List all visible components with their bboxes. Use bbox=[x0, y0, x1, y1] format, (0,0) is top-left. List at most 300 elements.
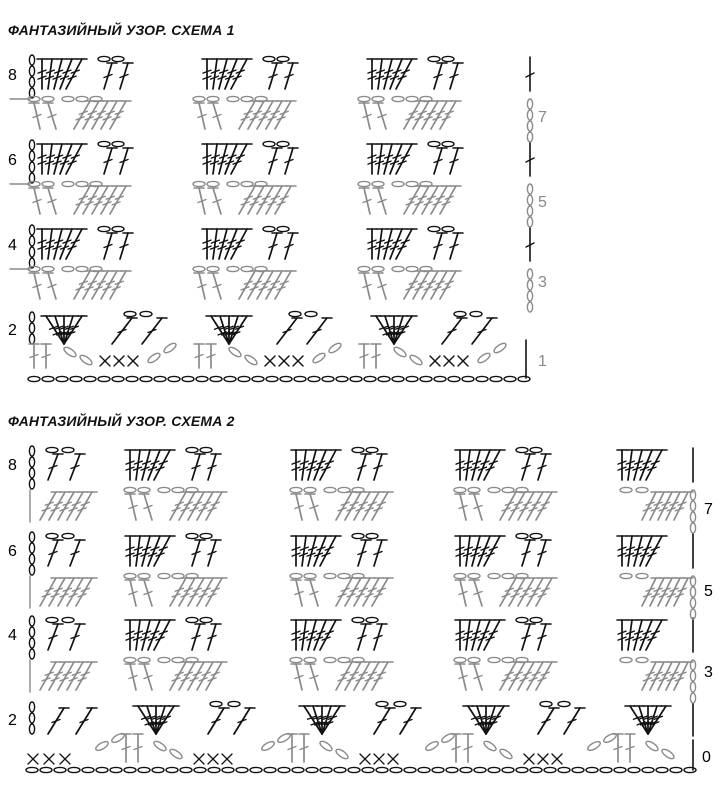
stitch-stroke bbox=[345, 492, 361, 520]
stitch-stroke bbox=[500, 492, 516, 520]
scheme-2-title: ФАНТАЗИЙНЫЙ УЗОР. СХЕМА 2 bbox=[8, 413, 235, 429]
chain-stitch-icon bbox=[620, 487, 632, 492]
chain-stitch-icon bbox=[661, 748, 676, 761]
row-label-2: 2 bbox=[8, 712, 17, 729]
stitch-stroke bbox=[302, 450, 306, 480]
chain-stitch-icon bbox=[124, 573, 136, 578]
stitch-stroke bbox=[372, 578, 388, 606]
chain-stitch-icon bbox=[138, 767, 150, 772]
chain-stitch-icon bbox=[468, 487, 480, 492]
chain-stitch-icon bbox=[586, 740, 601, 752]
stitch-stroke bbox=[314, 450, 326, 480]
chain-stitch-icon bbox=[516, 767, 528, 772]
chain-stitch-icon bbox=[29, 713, 34, 723]
row-label-2: 2 bbox=[8, 322, 17, 339]
stitch-stroke bbox=[468, 706, 486, 734]
stitch-stroke bbox=[630, 706, 648, 734]
stitch-stroke bbox=[49, 578, 65, 606]
stitch-stroke bbox=[363, 492, 379, 520]
chain-stitch-icon bbox=[46, 533, 58, 538]
chain-stitch-icon bbox=[390, 767, 402, 772]
stitch-stroke bbox=[188, 662, 204, 690]
stitch-stroke bbox=[666, 662, 680, 690]
chain-stitch-icon bbox=[124, 487, 136, 492]
chain-stitch-icon bbox=[222, 767, 234, 772]
row-label-4: 4 bbox=[8, 237, 17, 254]
stitch-stroke bbox=[500, 662, 516, 690]
row-label-0: 0 bbox=[702, 749, 711, 766]
stitch-stroke bbox=[336, 492, 352, 520]
stitch-stroke bbox=[49, 662, 65, 690]
chain-stitch-icon bbox=[260, 740, 275, 752]
row-label-8: 8 bbox=[8, 457, 17, 474]
stitch-stroke bbox=[674, 578, 688, 606]
row-label-7: 7 bbox=[704, 501, 713, 518]
stitch-stroke bbox=[628, 620, 632, 650]
chain-stitch-icon bbox=[454, 657, 466, 662]
chain-stitch-icon bbox=[194, 767, 206, 772]
chain-stitch-icon bbox=[319, 740, 334, 753]
chain-stitch-icon bbox=[362, 767, 374, 772]
stitch-stroke bbox=[138, 706, 156, 734]
stitch-stroke bbox=[500, 578, 516, 606]
chain-stitch-icon bbox=[46, 447, 58, 452]
chain-stitch-icon bbox=[29, 479, 34, 489]
stitch-stroke bbox=[154, 450, 170, 480]
chain-stitch-icon bbox=[110, 767, 122, 772]
chain-stitch-icon bbox=[169, 748, 184, 761]
chain-stitch-icon bbox=[29, 638, 34, 648]
stitch-stroke bbox=[308, 450, 316, 480]
chain-stitch-icon bbox=[424, 740, 439, 752]
stitch-stroke bbox=[674, 662, 688, 690]
stitch-stroke bbox=[76, 492, 92, 520]
stitch-stroke bbox=[206, 662, 222, 690]
stitch-stroke bbox=[527, 662, 543, 690]
chain-stitch-icon bbox=[290, 487, 302, 492]
chain-stitch-icon bbox=[29, 627, 34, 637]
stitch-stroke bbox=[308, 620, 316, 650]
chain-stitch-icon bbox=[516, 533, 528, 538]
stitch-stroke bbox=[640, 620, 652, 650]
chain-stitch-icon bbox=[474, 767, 486, 772]
chain-stitch-icon bbox=[366, 447, 378, 452]
stitch-stroke bbox=[313, 706, 322, 734]
stitch-stroke bbox=[188, 578, 204, 606]
stitch-stroke bbox=[478, 450, 490, 480]
chain-stitch-icon bbox=[264, 767, 276, 772]
chain-stitch-icon bbox=[210, 701, 222, 706]
stitch-stroke bbox=[58, 492, 74, 520]
chain-stitch-icon bbox=[82, 767, 94, 772]
chain-stitch-icon bbox=[180, 767, 192, 772]
chain-stitch-icon bbox=[628, 767, 640, 772]
chain-stitch-icon bbox=[418, 767, 430, 772]
chain-stitch-icon bbox=[324, 573, 336, 578]
row-label-3: 3 bbox=[538, 274, 547, 291]
stitch-stroke bbox=[466, 620, 470, 650]
chain-stitch-icon bbox=[483, 740, 498, 753]
stitch-stroke bbox=[472, 620, 480, 650]
chain-stitch-icon bbox=[516, 447, 528, 452]
chain-stitch-icon bbox=[166, 767, 178, 772]
stitch-stroke bbox=[320, 450, 336, 480]
stitch-stroke bbox=[646, 536, 662, 566]
stitch-stroke bbox=[640, 536, 652, 566]
chain-stitch-icon bbox=[153, 740, 168, 753]
chain-stitch-icon bbox=[530, 767, 542, 772]
chain-stitch-icon bbox=[620, 573, 632, 578]
stitch-stroke bbox=[536, 578, 552, 606]
chain-stitch-icon bbox=[200, 533, 212, 538]
chain-stitch-icon bbox=[620, 657, 632, 662]
chain-stitch-icon bbox=[96, 767, 108, 772]
stitch-stroke bbox=[484, 450, 500, 480]
chain-stitch-icon bbox=[304, 657, 316, 662]
stitch-stroke bbox=[472, 536, 480, 566]
chain-stitch-icon bbox=[690, 512, 695, 522]
row-label-5: 5 bbox=[538, 194, 547, 211]
stitch-stroke bbox=[188, 492, 204, 520]
chain-stitch-icon bbox=[488, 573, 500, 578]
chain-stitch-icon bbox=[138, 657, 150, 662]
stitch-stroke bbox=[650, 492, 664, 520]
stitch-stroke bbox=[486, 706, 504, 734]
stitch-stroke bbox=[536, 662, 552, 690]
stitch-stroke bbox=[363, 662, 379, 690]
stitch-stroke bbox=[518, 492, 534, 520]
stitch-stroke bbox=[336, 662, 352, 690]
stitch-stroke bbox=[76, 662, 92, 690]
chain-stitch-icon bbox=[186, 617, 198, 622]
chain-stitch-icon bbox=[200, 617, 212, 622]
chain-stitch-icon bbox=[320, 767, 332, 772]
chain-stitch-icon bbox=[690, 682, 695, 692]
stitch-stroke bbox=[666, 578, 680, 606]
stitch-stroke bbox=[170, 662, 186, 690]
stitch-stroke bbox=[354, 492, 370, 520]
stitch-stroke bbox=[628, 536, 632, 566]
stitch-stroke bbox=[477, 706, 486, 734]
chain-stitch-icon bbox=[186, 533, 198, 538]
chain-stitch-icon bbox=[292, 767, 304, 772]
stitch-stroke bbox=[302, 620, 306, 650]
chain-stitch-icon bbox=[488, 767, 500, 772]
stitch-stroke bbox=[197, 492, 213, 520]
stitch-stroke bbox=[634, 450, 642, 480]
chain-stitch-icon bbox=[670, 767, 682, 772]
stitch-stroke bbox=[478, 536, 490, 566]
stitch-stroke bbox=[320, 536, 336, 566]
chain-stitch-icon bbox=[94, 740, 109, 752]
stitch-stroke bbox=[466, 450, 470, 480]
chain-stitch-icon bbox=[29, 532, 34, 542]
chain-stitch-icon bbox=[636, 487, 648, 492]
chain-stitch-icon bbox=[540, 701, 552, 706]
stitch-stroke bbox=[40, 578, 56, 606]
chain-stitch-icon bbox=[186, 447, 198, 452]
chain-stitch-icon bbox=[530, 447, 542, 452]
chain-stitch-icon bbox=[138, 573, 150, 578]
stitch-stroke bbox=[345, 578, 361, 606]
stitch-stroke bbox=[156, 706, 174, 734]
stitch-stroke bbox=[646, 620, 662, 650]
stitch-stroke bbox=[170, 492, 186, 520]
chain-stitch-icon bbox=[516, 617, 528, 622]
chain-stitch-icon bbox=[446, 767, 458, 772]
chain-stitch-icon bbox=[290, 657, 302, 662]
stitch-stroke bbox=[148, 450, 160, 480]
stitch-stroke bbox=[197, 578, 213, 606]
stitch-stroke bbox=[148, 536, 160, 566]
chain-stitch-icon bbox=[29, 724, 34, 734]
stitch-stroke bbox=[484, 536, 500, 566]
row-label-6: 6 bbox=[8, 543, 17, 560]
stitch-stroke bbox=[179, 492, 195, 520]
stitch-stroke bbox=[40, 662, 56, 690]
stitch-stroke bbox=[484, 620, 500, 650]
stitch-stroke bbox=[147, 706, 156, 734]
stitch-stroke bbox=[527, 578, 543, 606]
chain-stitch-icon bbox=[558, 701, 570, 706]
row-label-6: 6 bbox=[8, 152, 17, 169]
stitch-stroke bbox=[336, 578, 352, 606]
stitch-stroke bbox=[642, 492, 656, 520]
chain-stitch-icon bbox=[152, 767, 164, 772]
chain-stitch-icon bbox=[366, 533, 378, 538]
stitch-stroke bbox=[170, 578, 186, 606]
chain-stitch-icon bbox=[488, 657, 500, 662]
chain-stitch-icon bbox=[690, 523, 695, 533]
stitch-stroke bbox=[322, 706, 331, 734]
row-label-5: 5 bbox=[704, 583, 713, 600]
stitch-stroke bbox=[634, 620, 642, 650]
chain-stitch-icon bbox=[499, 748, 514, 761]
stitch-stroke bbox=[518, 662, 534, 690]
chain-stitch-icon bbox=[29, 457, 34, 467]
chain-stitch-icon bbox=[352, 447, 364, 452]
chain-stitch-icon bbox=[334, 767, 346, 772]
chain-stitch-icon bbox=[642, 767, 654, 772]
stitch-stroke bbox=[509, 662, 525, 690]
stitch-stroke bbox=[472, 450, 480, 480]
chain-stitch-icon bbox=[29, 554, 34, 564]
stitch-stroke bbox=[639, 706, 648, 734]
chain-stitch-icon bbox=[68, 767, 80, 772]
stitch-stroke bbox=[322, 706, 340, 734]
chain-stitch-icon bbox=[62, 447, 74, 452]
stitch-stroke bbox=[179, 662, 195, 690]
stitch-stroke bbox=[658, 578, 672, 606]
stitch-stroke bbox=[179, 578, 195, 606]
chain-stitch-icon bbox=[460, 767, 472, 772]
stitch-stroke bbox=[142, 620, 150, 650]
stitch-stroke bbox=[142, 536, 150, 566]
stitch-stroke bbox=[536, 492, 552, 520]
stitch-stroke bbox=[136, 620, 140, 650]
chain-stitch-icon bbox=[394, 701, 406, 706]
chain-stitch-icon bbox=[62, 533, 74, 538]
chain-stitch-icon bbox=[530, 617, 542, 622]
chain-stitch-icon bbox=[376, 767, 388, 772]
row-label-7: 7 bbox=[538, 109, 547, 126]
stitch-stroke bbox=[658, 492, 672, 520]
stitch-stroke bbox=[648, 706, 666, 734]
chain-stitch-icon bbox=[404, 767, 416, 772]
stitch-stroke bbox=[658, 662, 672, 690]
stitch-stroke bbox=[302, 536, 306, 566]
stitch-stroke bbox=[308, 536, 316, 566]
chain-stitch-icon bbox=[158, 573, 170, 578]
chain-stitch-icon bbox=[46, 617, 58, 622]
chain-stitch-icon bbox=[62, 617, 74, 622]
chain-stitch-icon bbox=[29, 543, 34, 553]
stitch-stroke bbox=[650, 578, 664, 606]
chain-stitch-icon bbox=[124, 657, 136, 662]
chain-stitch-icon bbox=[124, 767, 136, 772]
stitch-stroke bbox=[642, 662, 656, 690]
chain-stitch-icon bbox=[208, 767, 220, 772]
chain-stitch-icon bbox=[306, 767, 318, 772]
stitch-stroke bbox=[154, 536, 170, 566]
stitch-stroke bbox=[345, 662, 361, 690]
chain-stitch-icon bbox=[138, 487, 150, 492]
chain-stitch-icon bbox=[684, 767, 696, 772]
stitch-stroke bbox=[142, 450, 150, 480]
chain-stitch-icon bbox=[348, 767, 360, 772]
chain-stitch-icon bbox=[586, 767, 598, 772]
stitch-stroke bbox=[67, 662, 83, 690]
stitch-stroke bbox=[372, 492, 388, 520]
stitch-stroke bbox=[136, 536, 140, 566]
chain-stitch-icon bbox=[158, 487, 170, 492]
stitch-stroke bbox=[372, 662, 388, 690]
chain-stitch-icon bbox=[228, 701, 240, 706]
chain-stitch-icon bbox=[290, 573, 302, 578]
row-label-3: 3 bbox=[704, 664, 713, 681]
chain-stitch-icon bbox=[29, 468, 34, 478]
stitch-stroke bbox=[648, 706, 657, 734]
chain-stitch-icon bbox=[645, 740, 660, 753]
chain-stitch-icon bbox=[572, 767, 584, 772]
stitch-stroke bbox=[363, 578, 379, 606]
stitch-stroke bbox=[634, 536, 642, 566]
row-label-1: 1 bbox=[538, 353, 547, 370]
chain-stitch-icon bbox=[468, 657, 480, 662]
chain-stitch-icon bbox=[690, 671, 695, 681]
stitch-stroke bbox=[628, 450, 632, 480]
stitch-stroke bbox=[314, 536, 326, 566]
stitch-stroke bbox=[674, 492, 688, 520]
stitch-stroke bbox=[154, 620, 170, 650]
stitch-stroke bbox=[666, 492, 680, 520]
chain-stitch-icon bbox=[600, 767, 612, 772]
stitch-stroke bbox=[354, 578, 370, 606]
stitch-stroke bbox=[486, 706, 495, 734]
scheme-2-stitches bbox=[26, 446, 696, 773]
stitch-stroke bbox=[640, 450, 652, 480]
chain-stitch-icon bbox=[304, 487, 316, 492]
chain-stitch-icon bbox=[454, 487, 466, 492]
row-label-4: 4 bbox=[8, 627, 17, 644]
chain-stitch-icon bbox=[352, 533, 364, 538]
chain-stitch-icon bbox=[690, 587, 695, 597]
stitch-stroke bbox=[642, 578, 656, 606]
chain-stitch-icon bbox=[544, 767, 556, 772]
stitch-stroke bbox=[58, 578, 74, 606]
stitch-stroke bbox=[314, 620, 326, 650]
stitch-stroke bbox=[478, 620, 490, 650]
chain-stitch-icon bbox=[200, 447, 212, 452]
chain-stitch-icon bbox=[558, 767, 570, 772]
chain-stitch-icon bbox=[158, 657, 170, 662]
chain-stitch-icon bbox=[324, 657, 336, 662]
chain-stitch-icon bbox=[40, 767, 52, 772]
stitch-stroke bbox=[67, 578, 83, 606]
chain-stitch-icon bbox=[488, 487, 500, 492]
stitch-stroke bbox=[156, 706, 165, 734]
chain-stitch-icon bbox=[468, 573, 480, 578]
chain-stitch-icon bbox=[335, 748, 350, 761]
stitch-stroke bbox=[40, 492, 56, 520]
stitch-stroke bbox=[650, 662, 664, 690]
chain-stitch-icon bbox=[366, 617, 378, 622]
chain-stitch-icon bbox=[690, 693, 695, 703]
chain-stitch-icon bbox=[54, 767, 66, 772]
chain-stitch-icon bbox=[530, 533, 542, 538]
chain-stitch-icon bbox=[250, 767, 262, 772]
chain-stitch-icon bbox=[278, 767, 290, 772]
stitch-stroke bbox=[466, 536, 470, 566]
stitch-stroke bbox=[197, 662, 213, 690]
chain-stitch-icon bbox=[636, 573, 648, 578]
stitch-stroke bbox=[206, 578, 222, 606]
chain-stitch-icon bbox=[352, 617, 364, 622]
chain-stitch-icon bbox=[432, 767, 444, 772]
chain-stitch-icon bbox=[376, 701, 388, 706]
chain-stitch-icon bbox=[29, 616, 34, 626]
chain-stitch-icon bbox=[690, 598, 695, 608]
stitch-stroke bbox=[646, 450, 662, 480]
stitch-stroke bbox=[67, 492, 83, 520]
stitch-stroke bbox=[148, 620, 160, 650]
stitch-stroke bbox=[320, 620, 336, 650]
stitch-stroke bbox=[509, 578, 525, 606]
scheme-1-title: ФАНТАЗИЙНЫЙ УЗОР. СХЕМА 1 bbox=[8, 22, 235, 38]
stitch-stroke bbox=[354, 662, 370, 690]
chain-stitch-icon bbox=[324, 487, 336, 492]
stitch-stroke bbox=[136, 450, 140, 480]
chain-stitch-icon bbox=[454, 573, 466, 578]
stitch-stroke bbox=[527, 492, 543, 520]
chain-stitch-icon bbox=[304, 573, 316, 578]
stitch-stroke bbox=[304, 706, 322, 734]
stitch-stroke bbox=[49, 492, 65, 520]
chain-stitch-icon bbox=[29, 702, 34, 712]
stitch-stroke bbox=[76, 578, 92, 606]
chain-stitch-icon bbox=[26, 767, 38, 772]
chain-stitch-icon bbox=[690, 501, 695, 511]
chain-stitch-icon bbox=[29, 565, 34, 575]
stitch-stroke bbox=[518, 578, 534, 606]
stitch-stroke bbox=[509, 492, 525, 520]
stitch-stroke bbox=[58, 662, 74, 690]
chain-stitch-icon bbox=[614, 767, 626, 772]
chain-stitch-icon bbox=[236, 767, 248, 772]
chain-stitch-icon bbox=[636, 657, 648, 662]
stitch-stroke bbox=[206, 492, 222, 520]
chain-stitch-icon bbox=[29, 649, 34, 659]
